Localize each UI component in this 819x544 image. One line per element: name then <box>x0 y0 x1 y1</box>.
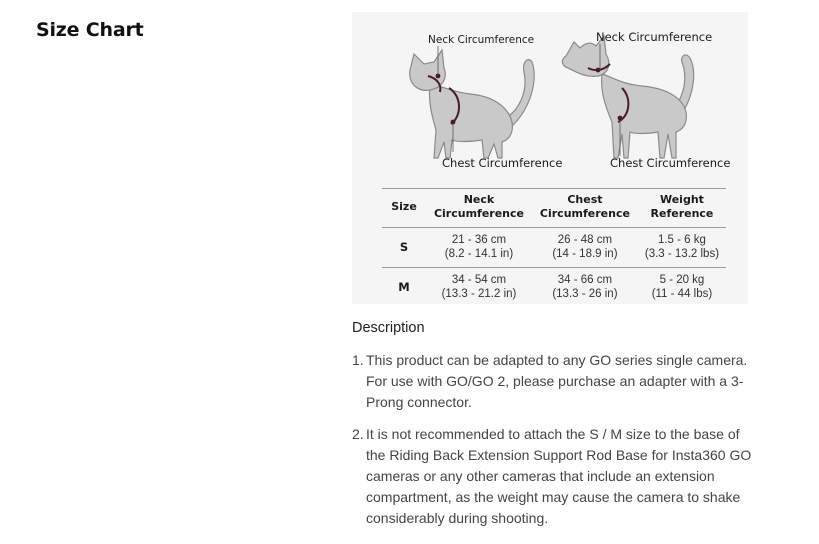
table-row <box>382 268 726 308</box>
pet-measurement-illustration <box>352 12 748 188</box>
dog-chest-label: Chest Circumference <box>610 156 731 170</box>
cat-chest-label: Chest Circumference <box>442 156 563 170</box>
cat-neck-label: Neck Circumference <box>428 34 535 46</box>
neck-value: 34 - 54 cm (13.3 - 21.2 in) <box>441 274 517 300</box>
list-item <box>352 350 762 413</box>
page-title: Size Chart <box>36 19 144 41</box>
list-item-number: 2. <box>352 426 364 442</box>
weight-value: 5 - 20 kg (11 - 44 lbs) <box>651 274 713 300</box>
size-chart-panel <box>352 12 748 304</box>
header-size: Size <box>382 189 426 228</box>
header-chest: Chest Circumference <box>532 189 638 228</box>
description-list <box>352 350 762 540</box>
size-table <box>382 188 726 307</box>
list-item-text: It is not recommended to attach the S / M size to the base of the Riding Back Extension Support Rod Base for Insta360 GO cameras or any other cameras that include an extension compartment, as the weight may cause the camera to shake considerably during shooting. <box>366 426 752 526</box>
chest-value: 34 - 66 cm (13.3 - 26 in) <box>552 274 618 300</box>
dog-illustration <box>562 36 693 158</box>
size-value: S <box>382 228 426 268</box>
chest-value: 26 - 48 cm (14 - 18.9 in) <box>532 228 638 268</box>
size-value: M <box>398 280 410 294</box>
header-neck: Neck Circumference <box>426 189 532 228</box>
description-heading: Description <box>352 320 425 336</box>
table-row <box>382 228 726 268</box>
table-header-row <box>382 189 726 228</box>
dog-neck-label: Neck Circumference <box>596 30 713 44</box>
cat-illustration <box>410 46 534 158</box>
weight-value: 1.5 - 6 kg (3.3 - 13.2 lbs) <box>638 228 726 268</box>
list-item <box>352 424 762 529</box>
header-weight: Weight Reference <box>638 189 726 228</box>
neck-value: 21 - 36 cm (8.2 - 14.1 in) <box>426 228 532 268</box>
list-item-text: This product can be adapted to any GO series single camera. For use with GO/GO 2, please purchase an adapter with a 3-Prong connector. <box>366 352 748 410</box>
list-item-number: 1. <box>352 352 364 368</box>
